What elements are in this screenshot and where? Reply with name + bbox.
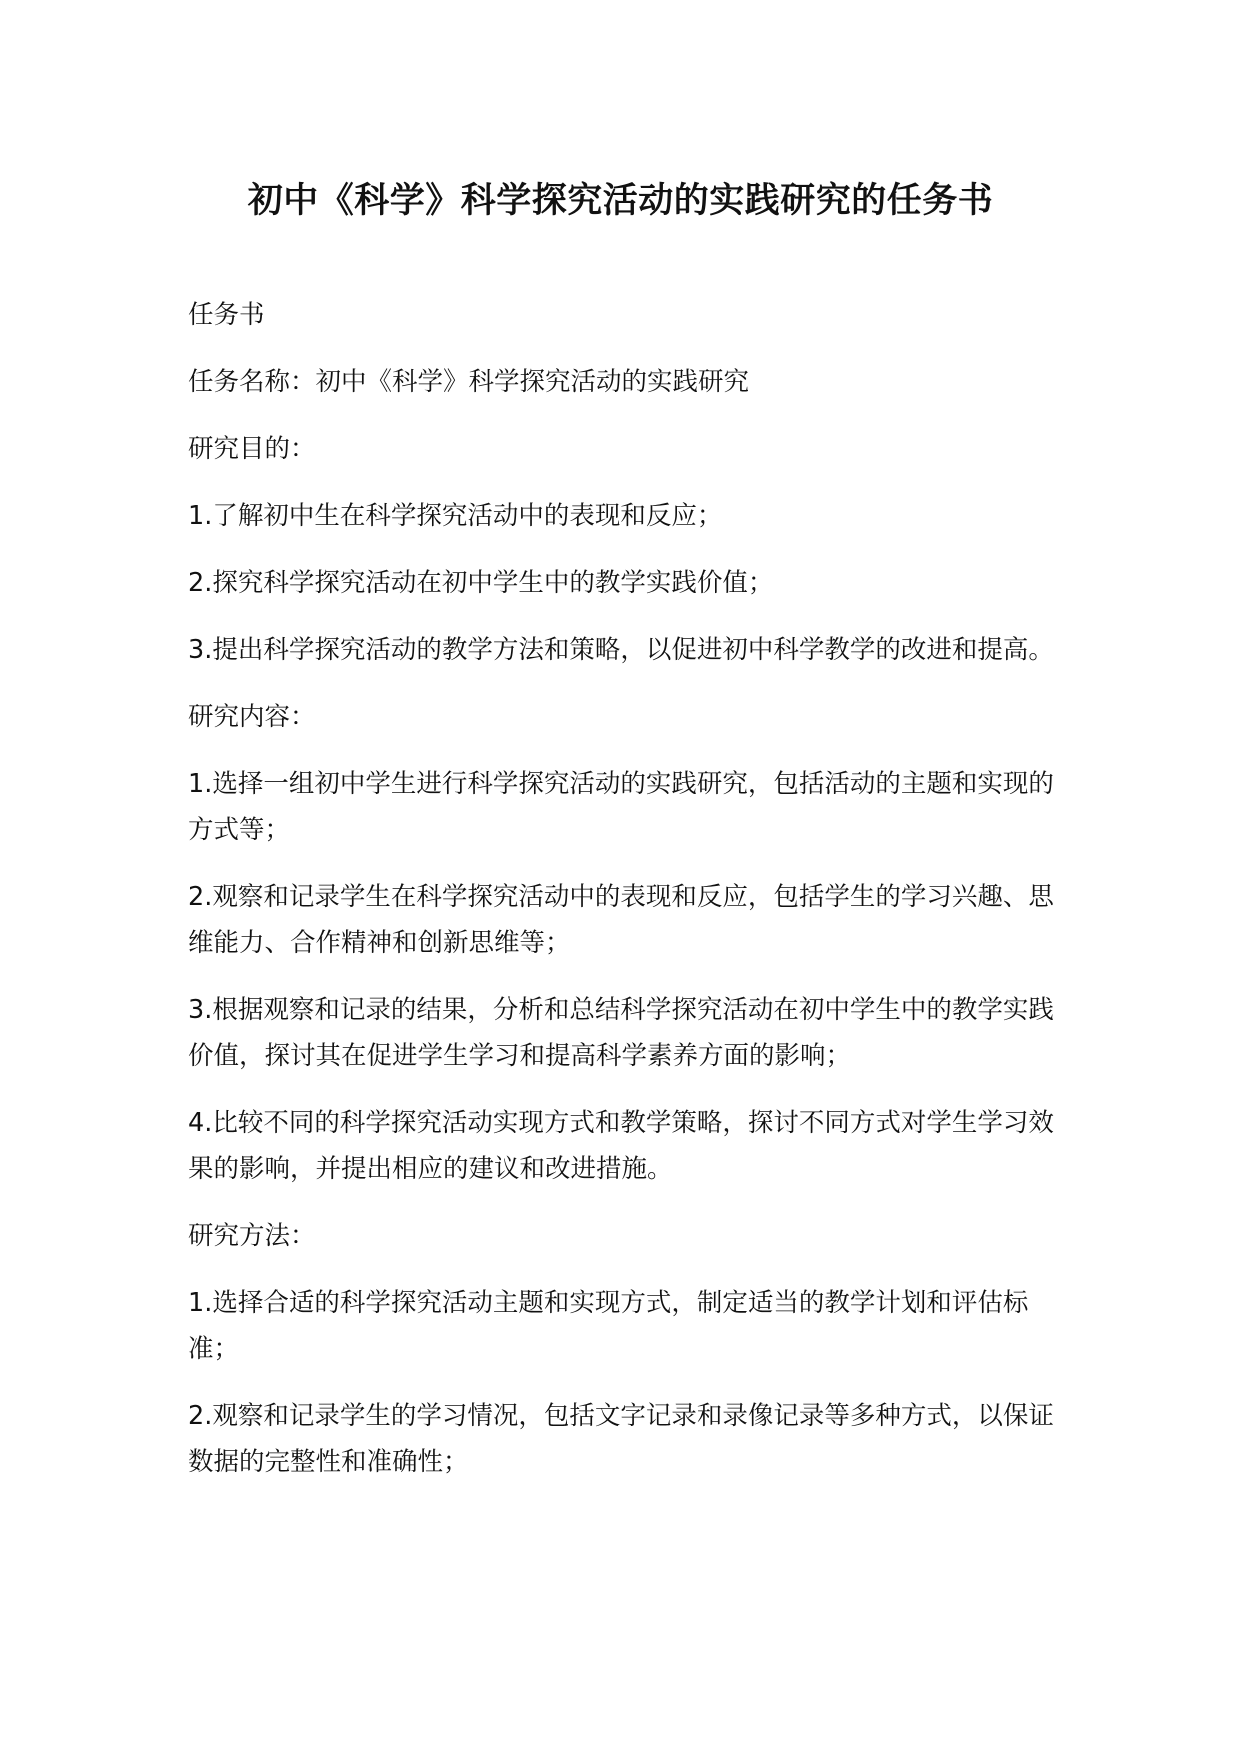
section-heading-purpose: 研究目的：	[188, 434, 316, 464]
paragraph-heading-task: 任务书	[188, 300, 265, 330]
paragraph-task-name: 任务名称：初中《科学》科学探究活动的实践研究	[188, 367, 750, 397]
content-item-4: 4.比较不同的科学探究活动实现方式和教学策略，探讨不同方式对学生学习效果的影响，并提出相应的建议和改进措施。	[188, 1108, 1054, 1184]
content-item-3: 3.根据观察和记录的结果，分析和总结科学探究活动在初中学生中的教学实践价值，探讨其在促进学生学习和提高科学素养方面的影响；	[188, 995, 1054, 1071]
content-item-2: 2.观察和记录学生在科学探究活动中的表现和反应，包括学生的学习兴趣、思维能力、合作精神和创新思维等；	[188, 882, 1054, 958]
document-body	[188, 292, 1054, 1506]
method-item-2: 2.观察和记录学生的学习情况，包括文字记录和录像记录等多种方式，以保证数据的完整性和准确性；	[188, 1401, 1054, 1477]
section-heading-method: 研究方法：	[188, 1221, 316, 1251]
section-heading-content: 研究内容：	[188, 702, 316, 732]
document-title: 初中《科学》科学探究活动的实践研究的任务书	[247, 181, 994, 221]
method-item-1: 1.选择合适的科学探究活动主题和实现方式，制定适当的教学计划和评估标准；	[188, 1288, 1029, 1364]
purpose-item-2: 2.探究科学探究活动在初中学生中的教学实践价值；	[188, 568, 774, 598]
content-item-1: 1.选择一组初中学生进行科学探究活动的实践研究，包括活动的主题和实现的方式等；	[188, 769, 1054, 845]
purpose-item-3: 3.提出科学探究活动的教学方法和策略，以促进初中科学教学的改进和提高。	[188, 635, 1054, 665]
purpose-item-1: 1.了解初中生在科学探究活动中的表现和反应；	[188, 501, 723, 531]
